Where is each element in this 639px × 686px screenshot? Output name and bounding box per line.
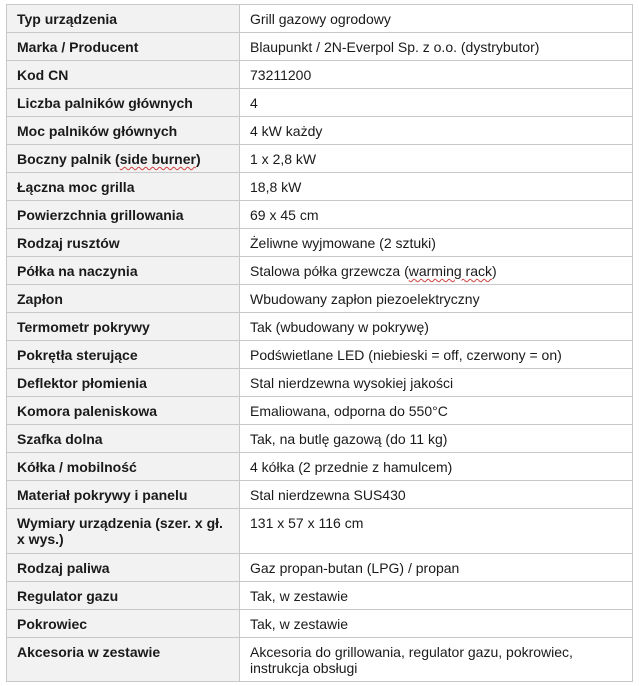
row-value: Tak (wbudowany w pokrywę) [240, 313, 633, 341]
table-row [7, 145, 633, 173]
table-row [7, 397, 633, 425]
row-value: Tak, w zestawie [240, 582, 633, 610]
row-key: Termometr pokrywy [7, 313, 240, 341]
row-value: 73211200 [240, 61, 633, 89]
row-value: Gaz propan-butan (LPG) / propan [240, 554, 633, 582]
table-row [7, 33, 633, 61]
row-value: Tak, na butlę gazową (do 11 kg) [240, 425, 633, 453]
row-key: Pokrowiec [7, 610, 240, 638]
row-key: Deflektor płomienia [7, 369, 240, 397]
spec-table [6, 4, 633, 682]
row-key: Materiał pokrywy i panelu [7, 481, 240, 509]
table-row [7, 425, 633, 453]
row-key: Wymiary urządzenia (szer. x gł. x wys.) [7, 509, 240, 554]
row-key: Półka na naczynia [7, 257, 240, 285]
row-key: Kółka / mobilność [7, 453, 240, 481]
row-key: Moc palników głównych [7, 117, 240, 145]
row-key: Rodzaj paliwa [7, 554, 240, 582]
row-value: 131 x 57 x 116 cm [240, 509, 633, 554]
table-row [7, 89, 633, 117]
table-row [7, 229, 633, 257]
table-row [7, 554, 633, 582]
row-key: Łączna moc grilla [7, 173, 240, 201]
row-value: Grill gazowy ogrodowy [240, 5, 633, 33]
row-value: Wbudowany zapłon piezoelektryczny [240, 285, 633, 313]
row-value: Blaupunkt / 2N-Everpol Sp. z o.o. (dystrybutor) [240, 33, 633, 61]
row-key: Liczba palników głównych [7, 89, 240, 117]
row-value: 4 kółka (2 przednie z hamulcem) [240, 453, 633, 481]
row-value: 4 kW każdy [240, 117, 633, 145]
row-value: Stal nierdzewna SUS430 [240, 481, 633, 509]
row-key: Regulator gazu [7, 582, 240, 610]
row-key: Komora paleniskowa [7, 397, 240, 425]
row-key: Typ urządzenia [7, 5, 240, 33]
table-row [7, 5, 633, 33]
row-value: 4 [240, 89, 633, 117]
table-row [7, 509, 633, 554]
table-row [7, 610, 633, 638]
row-value-suffix: ) [492, 263, 497, 279]
row-value: Stal nierdzewna wysokiej jakości [240, 369, 633, 397]
row-key: Zapłon [7, 285, 240, 313]
row-key: Kod CN [7, 61, 240, 89]
row-key: Szafka dolna [7, 425, 240, 453]
table-row [7, 313, 633, 341]
spellcheck-marked-text: warming rack [408, 263, 492, 279]
row-value: Podświetlane LED (niebieski = off, czerwony = on) [240, 341, 633, 369]
table-row [7, 173, 633, 201]
table-row [7, 61, 633, 89]
row-key-prefix: Boczny palnik ( [17, 151, 120, 167]
table-row [7, 481, 633, 509]
table-row [7, 582, 633, 610]
row-key [7, 145, 240, 173]
table-row [7, 638, 633, 682]
table-row [7, 201, 633, 229]
table-row [7, 257, 633, 285]
row-key: Akcesoria w zestawie [7, 638, 240, 682]
row-value: Akcesoria do grillowania, regulator gazu, pokrowiec, instrukcja obsługi [240, 638, 633, 682]
table-row [7, 285, 633, 313]
table-row [7, 117, 633, 145]
table-row [7, 341, 633, 369]
row-key: Pokrętła sterujące [7, 341, 240, 369]
row-value: Tak, w zestawie [240, 610, 633, 638]
row-key-suffix: ) [195, 151, 201, 167]
row-value-prefix: Stalowa półka grzewcza ( [250, 263, 409, 279]
row-value: 1 x 2,8 kW [240, 145, 633, 173]
row-value: 69 x 45 cm [240, 201, 633, 229]
row-value: 18,8 kW [240, 173, 633, 201]
row-value [240, 257, 633, 285]
row-key: Marka / Producent [7, 33, 240, 61]
row-value: Emaliowana, odporna do 550°C [240, 397, 633, 425]
row-value: Żeliwne wyjmowane (2 sztuki) [240, 229, 633, 257]
spellcheck-marked-text: side burner [119, 151, 196, 167]
table-row [7, 369, 633, 397]
row-key: Powierzchnia grillowania [7, 201, 240, 229]
table-row [7, 453, 633, 481]
row-key: Rodzaj rusztów [7, 229, 240, 257]
